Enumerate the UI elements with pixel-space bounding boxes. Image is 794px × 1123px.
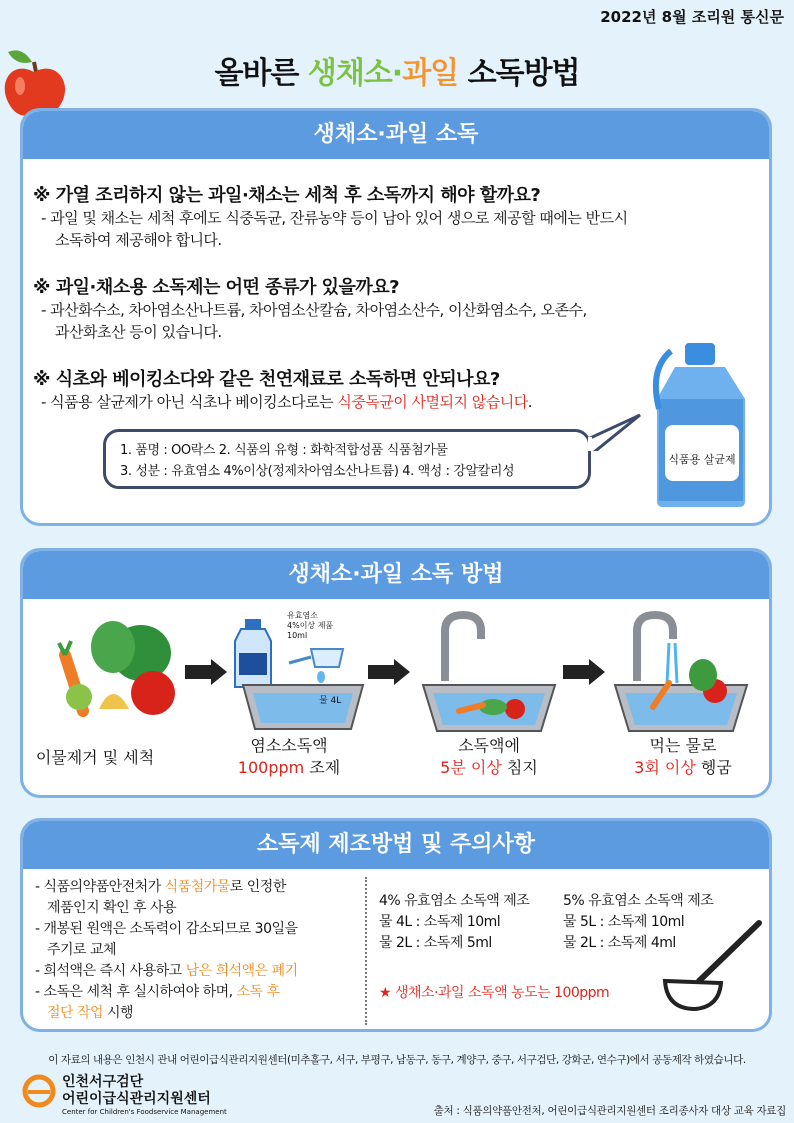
step-label: 염소소독액 100ppm 조제 xyxy=(237,736,341,777)
step-label: 먹는 물로 3회 이상 헹굼 xyxy=(634,736,732,777)
prep-4percent: 4% 유효염소 소독액 제조 물 4L : 소독제 10ml 물 2L : 소독제 5ml xyxy=(379,893,530,951)
sink-icon xyxy=(241,683,365,733)
section-heading: 소독제 제조방법 및 주의사항 xyxy=(23,821,769,869)
sink-water-label: 물 4L xyxy=(319,696,342,706)
product-label-bubble xyxy=(103,429,591,489)
footer-note: 이 자료의 내용은 인천시 관내 어린이급식관리지원센터(미추홀구, 서구, 부평구, 남동구, 동구, 계양구, 중구, 서구검단, 강화군, 연수구)에서 공동제작 하였습니다. xyxy=(48,1054,746,1066)
step-label: 이물제거 및 세척 xyxy=(35,748,155,767)
prep-5percent: 5% 유효염소 소독액 제조 물 5L : 소독제 10ml 물 2L : 소독제 4ml xyxy=(563,893,714,951)
bottle-label: 식품용 살균제 xyxy=(668,453,736,466)
section-sanitizing-info xyxy=(20,108,772,526)
rinse-faucet-icon xyxy=(611,611,751,735)
source-note: 출처 : 식품의약품안전처, 어린이급식관리지원센터 조리종사자 대상 교육 자료집 xyxy=(433,1105,786,1117)
bubble-line: 3. 성분 : 유효염소 4%이상(정제차아염소산나트륨) 4. 액성 : 강알칼리성 xyxy=(120,464,515,479)
question-1: ※ 가열 조리하지 않는 과일·채소는 세척 후 소독까지 해야 할까요? xyxy=(33,185,541,206)
vegetables-icon xyxy=(43,619,183,719)
answer-1: - 과일 및 채소는 세척 후에도 식중독균, 잔류농약 등이 남아 있어 생으로 제공할 때에는 반드시 소독하여 제공해야 합니다. xyxy=(41,209,628,249)
bottle-note: 유효염소 4%이상 제품 10ml xyxy=(287,611,334,640)
arrow-icon xyxy=(185,659,229,685)
bleach-bottle-icon xyxy=(231,617,275,689)
section-heading: 생채소·과일 소독 방법 xyxy=(23,551,769,599)
sanitizer-bottle-icon xyxy=(645,339,757,511)
section-method xyxy=(20,548,772,798)
ladle-icon xyxy=(655,917,765,1017)
arrow-icon xyxy=(368,659,412,685)
answer-2: - 과산화수소, 차아염소산나트륨, 차아염소산칼슘, 차아염소산수, 이산화염소수, 오존수, 과산화초산 등이 있습니다. xyxy=(41,301,587,341)
measuring-cup-icon xyxy=(281,645,351,685)
arrow-icon xyxy=(563,659,607,685)
center-logo-icon xyxy=(22,1074,56,1108)
section-preparation xyxy=(20,818,772,1032)
section-heading: 생채소·과일 소독 xyxy=(23,111,769,159)
question-3: ※ 식초와 베이킹소다와 같은 천연재료로 소독하면 안되나요? xyxy=(33,369,500,390)
question-2: ※ 과일·채소용 소독제는 어떤 종류가 있을까요? xyxy=(33,277,400,298)
center-name: 인천서구검단 어린이급식관리지원센터 Center for Children's Foodservice Management xyxy=(62,1074,227,1116)
faucet-sink-icon xyxy=(419,611,559,735)
column-divider xyxy=(365,877,367,1025)
step-label: 소독액에 5분 이상 침지 xyxy=(440,736,538,777)
bubble-line: 1. 품명 : OO락스 2. 식품의 유형 : 화학적합성품 식품첨가물 xyxy=(120,443,448,458)
newsletter-date: 2022년 8월 조리원 통신문 xyxy=(600,8,784,26)
concentration-note: ★ 생채소·과일 소독액 농도는 100ppm xyxy=(379,985,610,1001)
page-title: 올바른 생채소·과일 소독방법 xyxy=(214,56,580,91)
answer-3: - 식품용 살균제가 아닌 식초나 베이킹소다로는 식중독균이 사멸되지 않습니다. xyxy=(41,393,533,411)
precautions-list: - 식품의약품안전처가 식품첨가물로 인정한 제품인지 확인 후 사용 - 개봉된 원액은 소독력이 감소되므로 30일을 주기로 교체 - 희석액은 즉시 사용하고 남은 희석액은 폐기 - 소독은 세척 후 실시하여야 하며, 소독 후 절단 작업 시행 xyxy=(35,879,298,1021)
bubble-tail xyxy=(588,411,648,451)
